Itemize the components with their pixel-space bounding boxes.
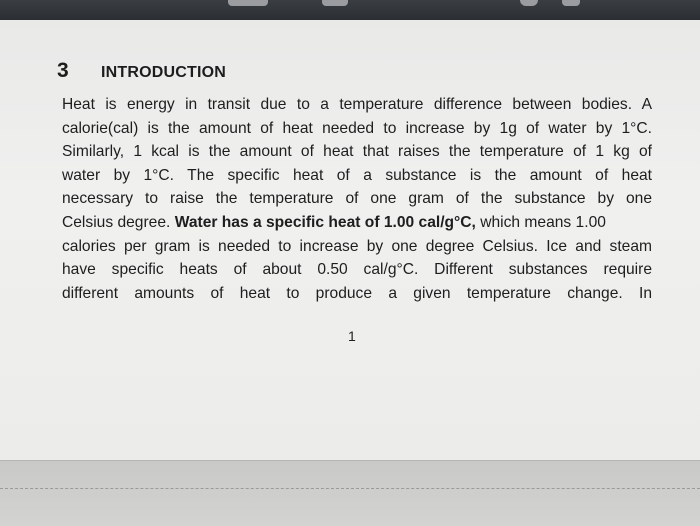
page-number: 1	[348, 328, 356, 344]
paragraph-text-run: Celsius degree.	[62, 213, 171, 231]
screen-bottom-edge	[0, 460, 700, 526]
paragraph-line: calories per gram is needed to increase by one degree Celsius. Ice and steam	[62, 237, 652, 255]
paragraph-line: different amounts of heat to produce a given temperature change. In	[62, 284, 652, 302]
toolbar-icon[interactable]	[562, 0, 580, 6]
document-page	[0, 20, 700, 460]
paragraph-line: water by 1°C. The specific heat of a substance is the amount of heat	[62, 166, 652, 184]
section-title: INTRODUCTION	[101, 64, 227, 81]
paragraph-line: Heat is energy in transit due to a temperature difference between bodies. A	[62, 96, 652, 113]
bold-text-run: Water has a specific heat of 1.00 cal/g°C,	[174, 213, 476, 231]
paragraph-line: calorie(cal) is the amount of heat needed to increase by 1g of water by 1°C.	[62, 119, 652, 137]
paragraph-line-mixed	[62, 211, 652, 235]
toolbar-icon[interactable]	[322, 0, 348, 6]
section-heading	[57, 59, 226, 83]
paragraph-line: necessary to raise the temperature of one gram of the substance by one	[62, 190, 652, 208]
laptop-bezel	[0, 0, 700, 20]
divider-line	[0, 488, 700, 489]
paragraph-line: Similarly, 1 kcal is the amount of heat that raises the temperature of 1 kg of	[62, 143, 652, 161]
section-number: 3	[57, 59, 69, 82]
paragraph-line: have specific heats of about 0.50 cal/g°C. Different substances require	[62, 261, 652, 279]
toolbar-icon[interactable]	[228, 0, 268, 6]
body-paragraph	[62, 93, 652, 305]
paragraph-text-run: which means 1.00	[475, 213, 606, 231]
toolbar-icon[interactable]	[520, 0, 538, 6]
